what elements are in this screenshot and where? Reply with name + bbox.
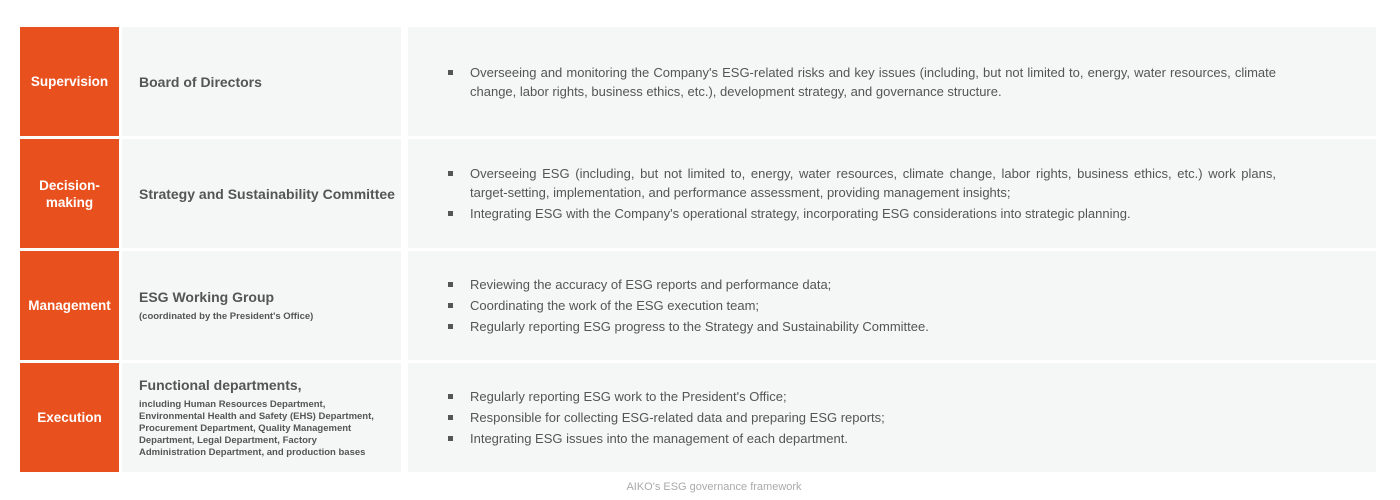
governance-row — [20, 251, 1376, 360]
level-label: Execution — [20, 363, 119, 472]
responsibility-text: Integrating ESG with the Company's operational strategy, incorporating ESG considerations into strategic planning. — [470, 206, 1131, 221]
responsibility-item — [448, 317, 1276, 336]
body-note: including Human Resources Department, Environmental Health and Safety (EHS) Department, Procurement Department, Quality Management Department, Legal Department, Factory Administration Department, and production bases — [139, 398, 374, 458]
governing-body — [122, 363, 401, 472]
responsibility-text: Responsible for collecting ESG-related data and preparing ESG reports; — [470, 410, 885, 425]
level-label: Supervision — [20, 27, 119, 136]
responsibility-text: Reviewing the accuracy of ESG reports and performance data; — [470, 277, 832, 292]
responsibility-text: Overseeing ESG (including, but not limited to, energy, water resources, climate change, labor rights, business ethics, etc.) work plans, target-setting, implementation, and performance assessment, providing management insights; — [470, 166, 1276, 200]
responsibilities — [408, 139, 1376, 248]
responsibility-item — [448, 296, 1276, 315]
governing-body — [122, 139, 401, 248]
responsibility-text: Regularly reporting ESG progress to the Strategy and Sustainability Committee. — [470, 319, 929, 334]
bullet-icon — [448, 70, 453, 75]
responsibility-item — [448, 204, 1276, 223]
responsibility-text: Overseeing and monitoring the Company's ESG-related risks and key issues (including, but not limited to, energy, water resources, climate change, labor rights, business ethics, etc.), development strategy, and governance structure. — [470, 64, 1276, 99]
governance-row — [20, 363, 1376, 472]
body-name: Board of Directors — [139, 73, 262, 90]
responsibility-item — [448, 164, 1276, 202]
bullet-icon — [448, 415, 453, 420]
responsibilities — [408, 363, 1376, 472]
bullet-icon — [448, 171, 453, 176]
bullet-icon — [448, 303, 453, 308]
responsibility-text: Integrating ESG issues into the management of each department. — [470, 431, 848, 446]
bullet-icon — [448, 211, 453, 216]
responsibility-item — [448, 387, 1276, 406]
responsibility-item — [448, 275, 1276, 294]
body-name: Functional departments, — [139, 376, 302, 393]
governance-row — [20, 27, 1376, 136]
governing-body — [122, 27, 401, 136]
body-name: Strategy and Sustainability Committee — [139, 185, 395, 202]
bullet-icon — [448, 394, 453, 399]
caption: AIKO's ESG governance framework — [626, 481, 802, 493]
responsibility-item — [448, 63, 1276, 101]
bullet-icon — [448, 324, 453, 329]
responsibility-text: Coordinating the work of the ESG execution team; — [470, 298, 760, 313]
bullet-icon — [448, 282, 453, 287]
responsibilities — [408, 251, 1376, 360]
responsibilities — [408, 27, 1376, 136]
responsibility-item — [448, 429, 1276, 448]
responsibility-text: Regularly reporting ESG work to the President's Office; — [470, 389, 787, 404]
bullet-icon — [448, 436, 453, 441]
governance-row — [20, 139, 1376, 248]
governing-body — [122, 251, 401, 360]
body-note: (coordinated by the President's Office) — [139, 310, 314, 322]
level-label: Decision-making — [20, 139, 119, 248]
body-name: ESG Working Group — [139, 288, 275, 305]
responsibility-item — [448, 408, 1276, 427]
level-label: Management — [20, 251, 119, 360]
